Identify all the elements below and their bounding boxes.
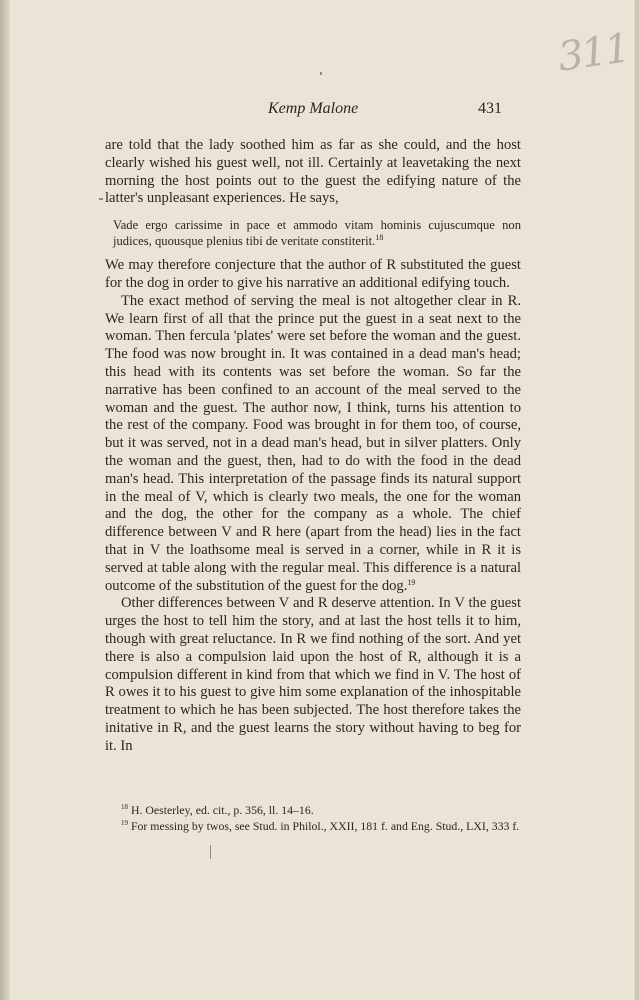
footnote-ref-19: 19 [407, 577, 416, 587]
paragraph-2-text: We may therefore conjecture that the author of R substituted the guest for the dog in order to give his narrative an additional edifying touch. [105, 257, 521, 291]
pencil-tick [99, 198, 103, 200]
footnote-18-text: H. Oesterley, ed. cit., p. 356, ll. 14–16. [130, 803, 314, 817]
body-text [105, 137, 521, 756]
block-quote-text: Vade ergo carissime in pace et ammodo vitam hominis cujuscumque non judices, quousque plenius tibi de veritate constiterit. [113, 218, 521, 249]
paragraph-3 [105, 293, 521, 596]
paragraph-1 [105, 137, 521, 208]
paragraph-3-text: The exact method of serving the meal is not altogether clear in R. We learn first of all that the prince put the guest in a seat next to the woman. Then fercula 'plates' were set before the woman and the guest. The food was now brought in. It was contained in a dead man's head; this head with its contents was set before the woman. So far the narrative has been confined to an account of the meal served to the woman and the guest. The author now, I think, turns his attention to the rest of the company. Food was brought in for them too, of course, but it was served, not in a dead man's head, but in silver platters. Only the woman and the guest, then, had to do with the food in the dead man's head. This interpretation of the passage finds its natural support in the meal of V, which is clearly two meals, the one for the woman and the dog, the other for the company as a whole. The chief difference between V and R here (apart from the head) lies in the fact that in V the loathsome meal is served in a corner, while in R it is served at table along with the regular meal. This difference is a natural outcome of the substitution of the guest for the dog. [105, 292, 521, 594]
page-edge [635, 0, 639, 1000]
paragraph-4-text: Other differences between V and R deserve attention. In V the guest urges the host to tell him the story, and at last the host tells it to him, though with great reluctance. In R we find nothing of the sort. And yet there is also a compulsion laid upon the host of R, although it is a compulsion different in kind from that which we find in V. The host of R owes it to his guest to give him some explanation of the inhospitable treatment to which he has been subjected. The host therefore takes the initative in R, and the guest learns the story without having to beg for it. In [105, 595, 521, 754]
footnote-19-number: 19 [121, 819, 128, 827]
footnote-ref-18: 18 [375, 233, 384, 243]
ink-speck [210, 845, 211, 859]
footnote-19-text: For messing by twos, see Stud. in Philol., XXII, 181 f. and Eng. Stud., LXI, 333 f. [130, 819, 520, 833]
footnotes [105, 802, 521, 834]
block-quote [105, 217, 521, 249]
footnote-18-number: 18 [121, 803, 128, 811]
handwritten-folio-number: 311 [555, 25, 632, 81]
paragraph-2 [105, 257, 521, 293]
paragraph-1-text: are told that the lady soothed him as far as she could, and the host clearly wished his guest well, not ill. Certainly at leavetaking the next morning the host points out to the guest the edifying nature of the latter's unpleasant experiences. He says, [105, 137, 521, 207]
paragraph-4 [105, 595, 521, 755]
ink-speck [320, 72, 322, 75]
page-gutter [0, 0, 10, 1000]
running-header [0, 100, 639, 124]
running-title: Kemp Malone [268, 100, 359, 117]
page-number: 431 [478, 100, 502, 117]
footnote-18 [105, 802, 521, 818]
footnote-19 [105, 818, 521, 834]
